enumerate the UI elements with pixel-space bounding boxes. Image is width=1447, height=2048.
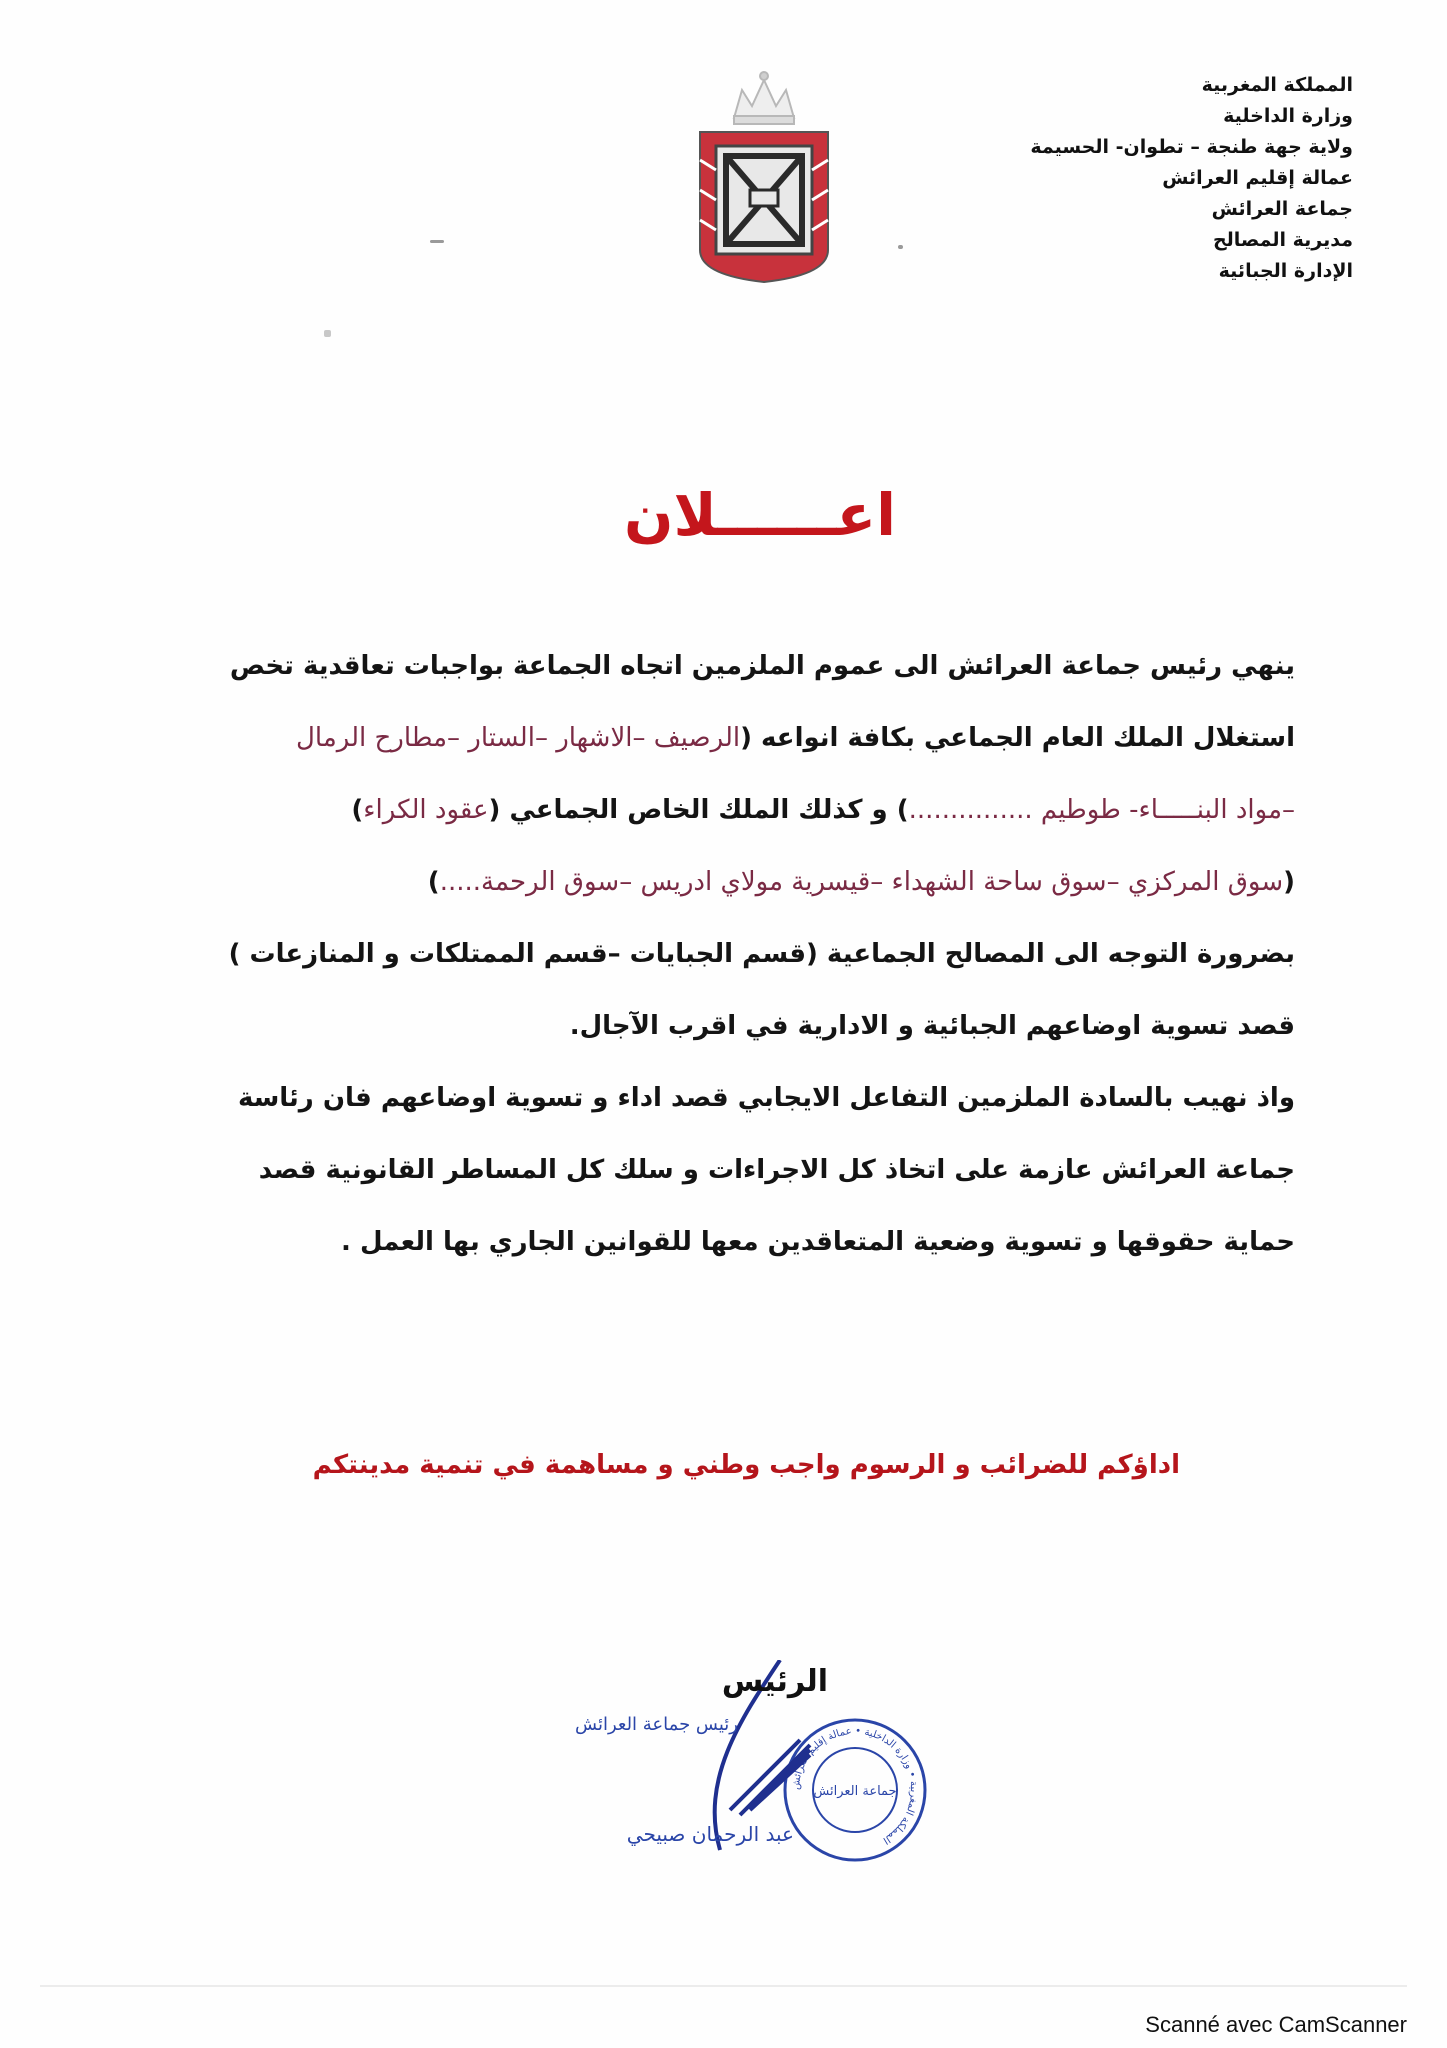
signature-org: رئيس جماعة العرائش — [575, 1714, 738, 1735]
body-line: جماعة العرائش عازمة على اتخاذ كل الاجراءات و سلك كل المساطر القانونية قصد — [258, 1155, 1295, 1185]
coat-of-arms-emblem — [690, 60, 838, 285]
shield-icon — [700, 132, 828, 282]
header-line-tax-admin: الإدارة الجبائية — [1218, 260, 1353, 282]
body-text: ) — [427, 867, 440, 897]
signature-block — [560, 1660, 960, 1880]
page-edge — [40, 1985, 1407, 1987]
signature-title: الرئيس — [721, 1664, 829, 1699]
signatory-name: عبد الرحمان صبيحي — [626, 1822, 794, 1846]
body-line: ينهي رئيس جماعة العرائش الى عموم الملزمين اتجاه الجماعة بواجبات تعاقدية تخص — [229, 651, 1295, 681]
header-line-ministry: وزارة الداخلية — [1223, 105, 1353, 127]
scan-speck — [898, 245, 903, 249]
header-line-directorate: مديرية المصالح — [1212, 229, 1353, 251]
stamp-ring-text: المملكة المغربية • وزارة الداخلية • عمالة إقليم العرائش — [790, 1725, 920, 1846]
body-text: ) — [351, 795, 364, 825]
closing-slogan: اداؤكم للضرائب و الرسوم واجب وطني و مساهمة في تنمية مدينتكم — [312, 1450, 1180, 1480]
crown-icon — [734, 72, 794, 124]
letterhead — [933, 70, 1353, 287]
scan-speck — [324, 330, 331, 337]
body-line: قصد تسوية اوضاعهم الجبائية و الادارية في اقرب الآجال. — [569, 1011, 1295, 1041]
announcement-body — [228, 630, 1295, 1278]
body-line: بضرورة التوجه الى المصالح الجماعية (قسم الجبايات –قسم الممتلكات و المنازعات ) — [228, 939, 1295, 969]
body-highlight: سوق المركزي –سوق ساحة الشهداء –قيسرية مولاي ادريس –سوق الرحمة..... — [439, 867, 1284, 897]
body-line — [235, 846, 1295, 918]
header-line-kingdom: المملكة المغربية — [1201, 74, 1353, 96]
header-line-commune: جماعة العرائش — [1211, 198, 1353, 220]
body-line: واذ نهيب بالسادة الملزمين التفاعل الايجابي قصد اداء و تسوية اوضاعهم فان رئاسة — [237, 1083, 1295, 1113]
header-line-province: عمالة إقليم العرائش — [1162, 167, 1353, 189]
body-text: ) و كذلك الملك الخاص الجماعي ( — [488, 795, 909, 825]
body-line: حماية حقوقها و تسوية وضعية المتعاقدين معها للقوانين الجاري بها العمل . — [341, 1227, 1295, 1257]
body-highlight: –مواد البنـــــاء- طوطيم ............... — [908, 795, 1295, 825]
body-highlight: عقود الكراء — [363, 795, 489, 825]
body-highlight: الرصيف –الاشهار –الستار –مطارح الرمال — [296, 723, 741, 753]
header-line-region: ولاية جهة طنجة – تطوان- الحسيمة — [1030, 136, 1353, 158]
scan-speck — [430, 240, 444, 243]
announcement-title: اعــــــلان — [624, 481, 896, 549]
body-text: استغلال الملك العام الجماعي بكافة انواعه ( — [740, 723, 1295, 753]
body-line — [235, 702, 1295, 774]
body-line — [235, 774, 1295, 846]
scanner-watermark: Scanné avec CamScanner — [1145, 2012, 1407, 2037]
body-text: ( — [1283, 867, 1295, 897]
stamp-center-text: جماعة العرائش — [813, 1784, 897, 1799]
